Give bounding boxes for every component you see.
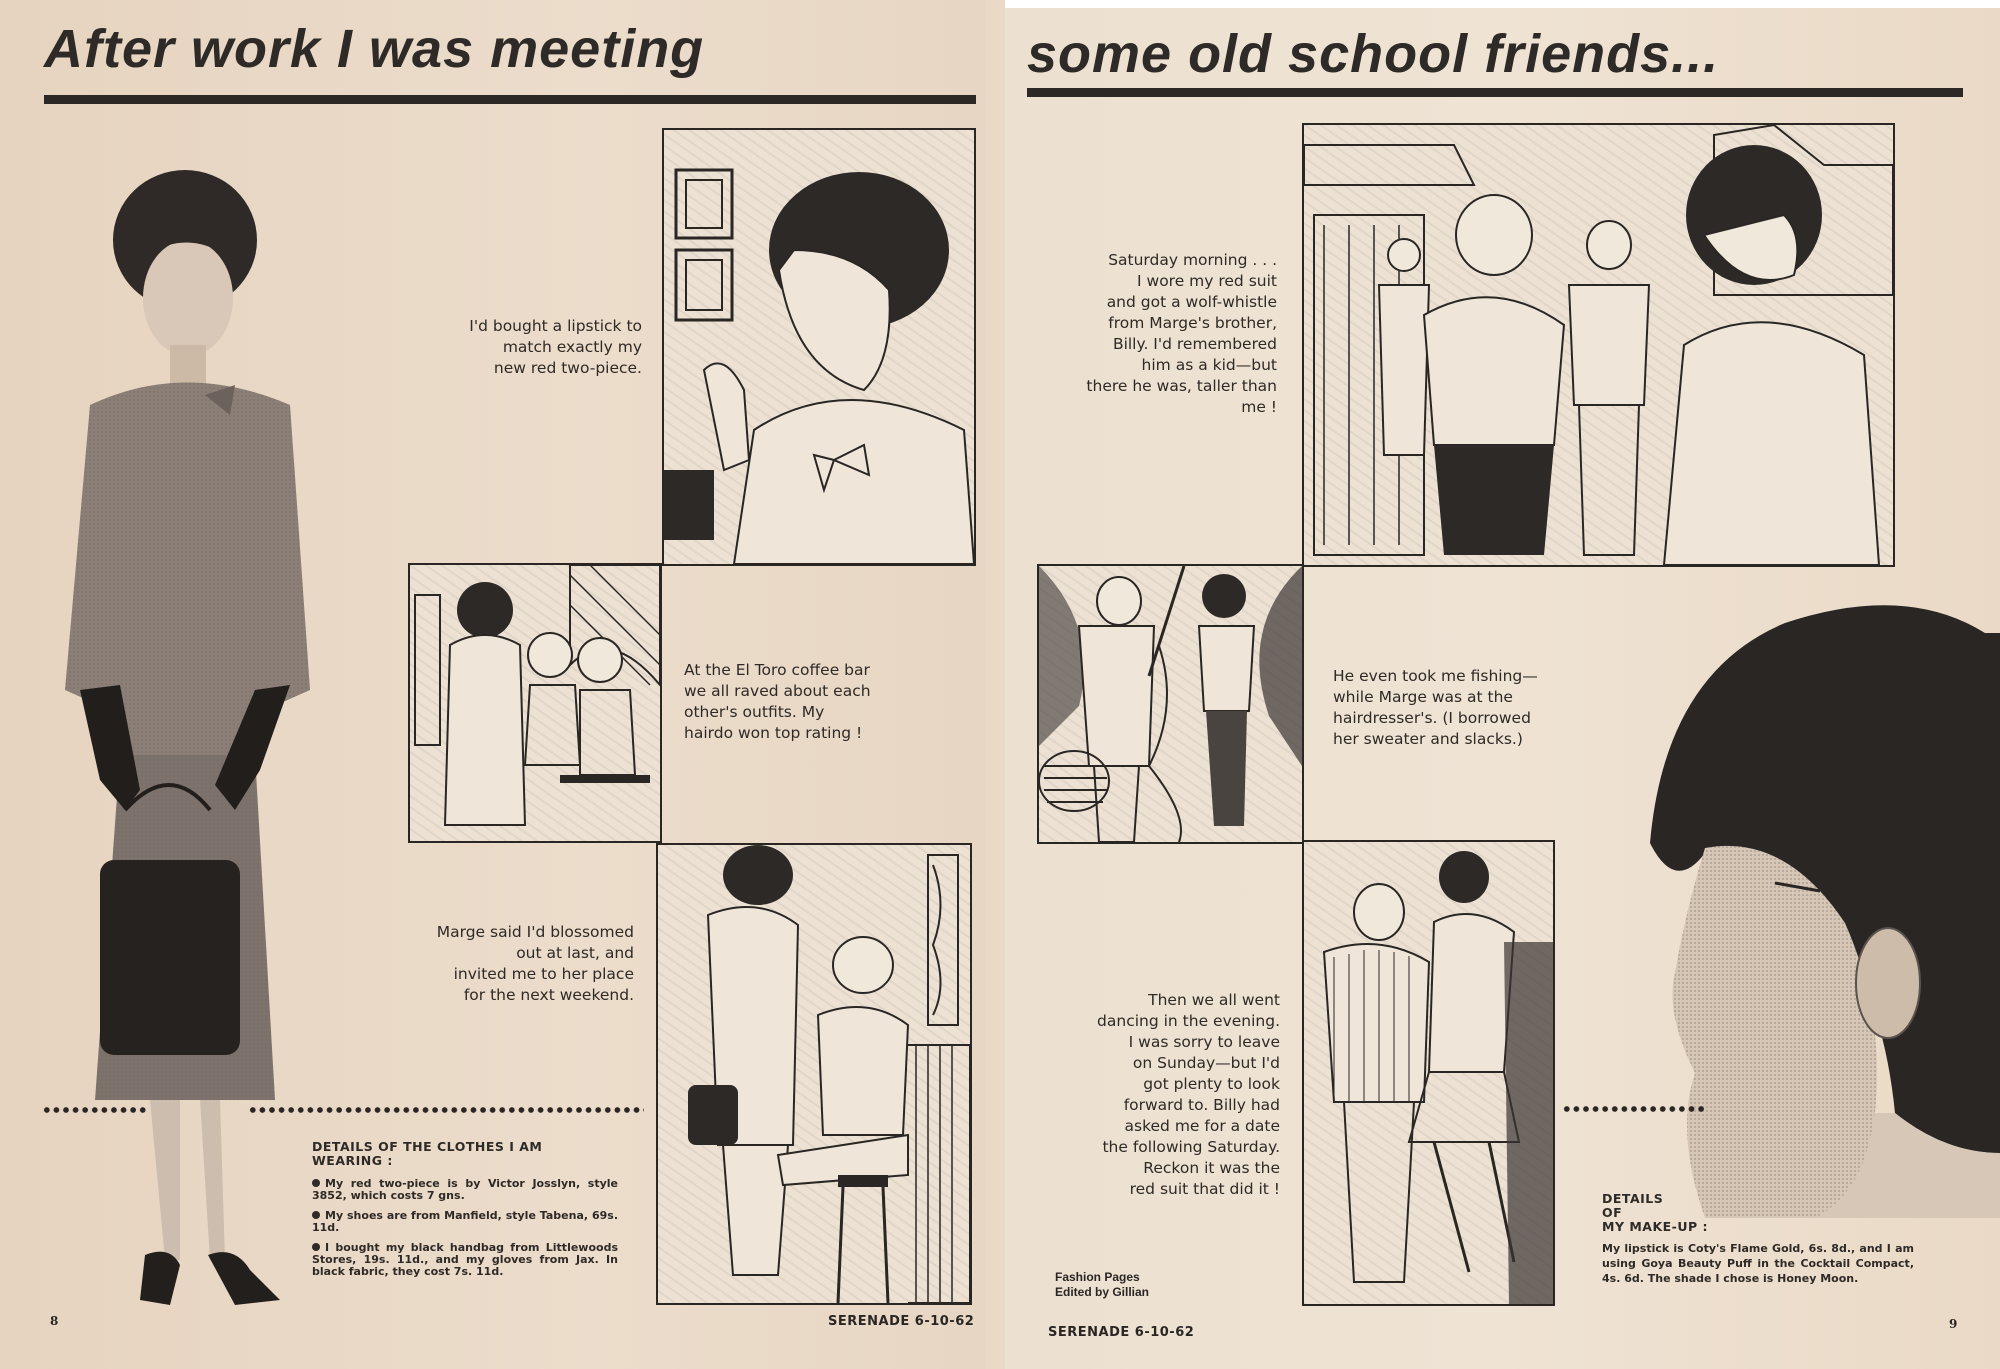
footer-left: SERENADE 6-10-62 (828, 1314, 975, 1329)
caption-line: out at last, and (516, 944, 634, 962)
caption-lipstick (440, 316, 642, 379)
dotted-divider (248, 1106, 644, 1114)
wolf-whistle-panel (1302, 123, 1895, 567)
caption-line: on Sunday—but I'd (1132, 1054, 1280, 1072)
caption-line: other's outfits. My (684, 703, 825, 721)
caption-line: new red two-piece. (493, 359, 642, 377)
caption-line: hairdo won top rating ! (684, 724, 863, 742)
caption-line: red suit that did it ! (1129, 1180, 1280, 1198)
right-headline-rule (1027, 88, 1963, 97)
left-headline-rule (44, 95, 976, 104)
caption-line: Saturday morning . . . (1108, 251, 1277, 269)
detail-text: I bought my black handbag from Littlewoods Stores, 19s. 11d., and my gloves from Jax. In black fabric, they cost 7s. 11d. (312, 1241, 618, 1278)
caption-line: hairdresser's. (I borrowed (1333, 709, 1531, 727)
caption-line: forward to. Billy had (1123, 1096, 1280, 1114)
caption-line: I'd bought a lipstick to (469, 317, 642, 335)
gutter (986, 0, 1005, 1369)
bullet-icon (312, 1211, 320, 1219)
caption-line: him as a kid—but (1141, 356, 1277, 374)
caption-line: I was sorry to leave (1128, 1033, 1280, 1051)
caption-line: there he was, taller than (1086, 377, 1277, 395)
caption-dancing (1045, 990, 1280, 1200)
clothes-details-title: DETAILS OF THE CLOTHES I AM WEARING : (312, 1139, 543, 1168)
caption-line: match exactly my (502, 338, 642, 356)
left-page (0, 0, 986, 1369)
bullet-icon (312, 1179, 320, 1187)
title-line: OF (1602, 1205, 1623, 1220)
caption-line: me ! (1241, 398, 1277, 416)
page-number-left: 8 (50, 1314, 59, 1328)
title-line: MY MAKE-UP : (1602, 1219, 1709, 1234)
credit-line: Edited by Gillian (1055, 1285, 1150, 1299)
caption-line: Marge said I'd blossomed (436, 923, 634, 941)
page-number-right: 9 (1949, 1317, 1958, 1331)
fishing-panel (1037, 564, 1304, 844)
caption-wolf-whistle (1027, 250, 1277, 418)
detail-text: My shoes are from Manfield, style Tabena, 69s. 11d. (312, 1209, 618, 1234)
caption-line: dancing in the evening. (1097, 1012, 1280, 1030)
caption-line: Billy. I'd remembered (1112, 335, 1277, 353)
left-headline: After work I was meeting (44, 19, 705, 79)
footer-right: SERENADE 6-10-62 (1048, 1325, 1195, 1340)
caption-line: asked me for a date (1124, 1117, 1280, 1135)
title-line: DETAILS (1602, 1191, 1664, 1206)
dotted-divider (42, 1106, 146, 1114)
makeup-details-text: My lipstick is Coty's Flame Gold, 6s. 8d., and I am using Goya Beauty Puff in the Cocktail Compact, 4s. 6d. The shade I chose is Honey Moon. (1602, 1242, 1914, 1285)
clothes-detail-item (312, 1210, 618, 1234)
credit-line: Fashion Pages (1055, 1270, 1140, 1284)
marge-panel (656, 843, 972, 1305)
caption-line: He even took me fishing— (1333, 667, 1538, 685)
dotted-divider (1562, 1105, 1706, 1113)
caption-line: from Marge's brother, (1108, 314, 1277, 332)
caption-fishing (1333, 666, 1603, 750)
right-page (1005, 8, 2000, 1369)
caption-coffee-bar (684, 660, 934, 744)
makeup-details-title (1602, 1192, 1752, 1234)
bullet-icon (312, 1243, 320, 1251)
model-photo (40, 170, 340, 1310)
right-headline: some old school friends... (1027, 24, 1720, 84)
caption-line: for the next weekend. (463, 986, 634, 1004)
caption-line: got plenty to look (1143, 1075, 1280, 1093)
caption-line: I wore my red suit (1137, 272, 1277, 290)
profile-photo (1645, 593, 2000, 1218)
detail-text: My red two-piece is by Victor Josslyn, style 3852, which costs 7 gns. (312, 1177, 618, 1202)
caption-line: while Marge was at the (1333, 688, 1513, 706)
clothes-detail-item (312, 1178, 618, 1202)
caption-line: the following Saturday. (1102, 1138, 1280, 1156)
caption-marge (420, 922, 634, 1006)
caption-line: At the El Toro coffee bar (684, 661, 870, 679)
dancing-panel (1302, 840, 1555, 1306)
caption-line: her sweater and slacks.) (1333, 730, 1523, 748)
fashion-credit (1055, 1270, 1149, 1300)
caption-line: we all raved about each (684, 682, 871, 700)
coffee-bar-panel (408, 563, 662, 843)
clothes-detail-item (312, 1242, 618, 1278)
lipstick-panel (662, 128, 976, 566)
caption-line: and got a wolf-whistle (1106, 293, 1277, 311)
caption-line: invited me to her place (453, 965, 634, 983)
caption-line: Reckon it was the (1143, 1159, 1280, 1177)
caption-line: Then we all went (1148, 991, 1280, 1009)
